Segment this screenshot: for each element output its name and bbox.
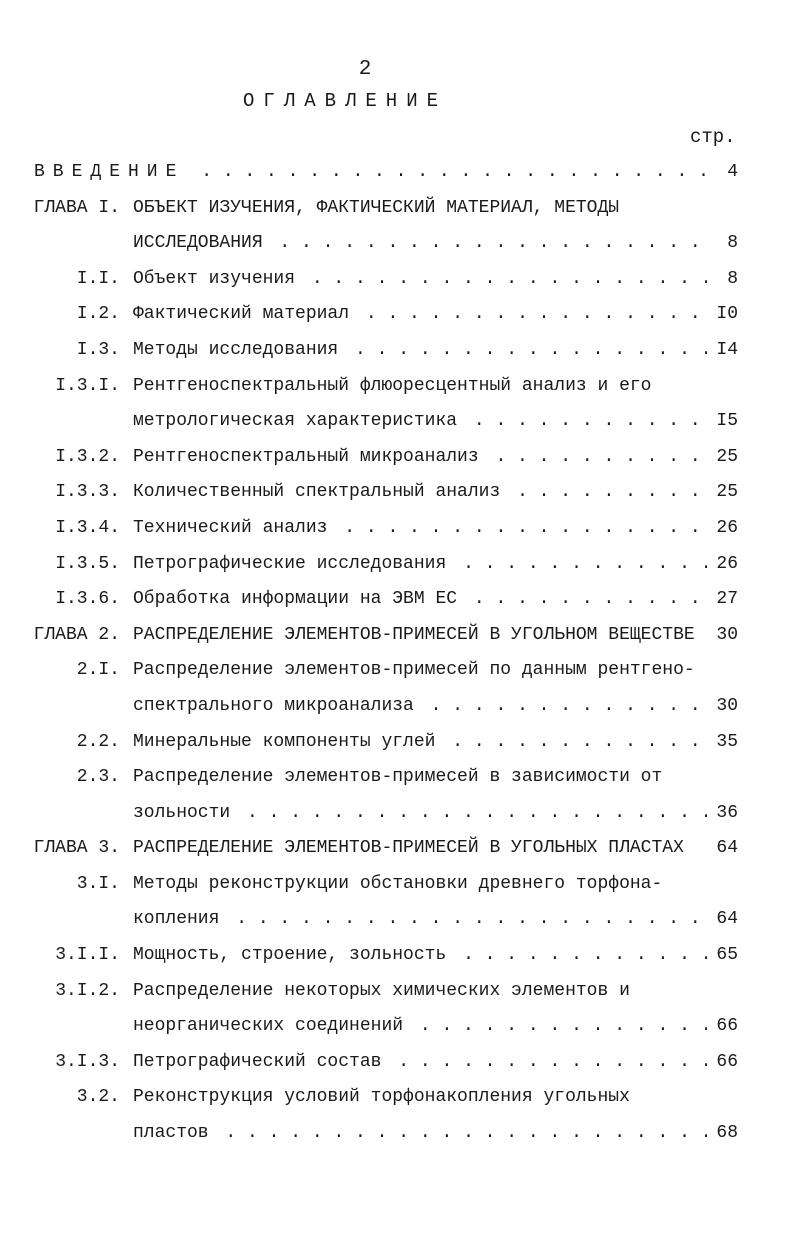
toc-entry-number: 2.3.: [76, 767, 120, 788]
toc-entry-1-3-1-cont: [0, 404, 798, 440]
toc-entry-page: 66: [716, 1016, 738, 1037]
toc-entry-title: Фактический материал: [133, 304, 355, 324]
toc-entry-number: 3.I.3.: [55, 1051, 120, 1072]
toc-entry-page: 8: [727, 233, 738, 254]
toc-entry-number: 3.I.2.: [55, 980, 120, 1001]
toc-entry-title: Распределение элементов-примесей по данным рентгено-: [133, 660, 701, 680]
toc-entry-title-cont: неорганических соединений: [133, 1016, 409, 1036]
toc-entry-3-1-1: [0, 938, 798, 974]
toc-entry-2-1-cont: [0, 689, 798, 725]
toc-entry-title: Реконструкция условий торфонакопления угольных: [133, 1087, 636, 1107]
toc-entry-number: I.3.6.: [55, 589, 120, 610]
toc-entry-number: 3.2.: [76, 1087, 120, 1108]
toc-entry-1-3-3: [0, 475, 798, 511]
toc-entry-number: I.I.: [76, 268, 120, 289]
toc-entry-3-1-cont: [0, 902, 798, 938]
toc-entry-page: 4: [727, 162, 738, 182]
toc-entry-2-3: [0, 760, 798, 796]
toc-entry-title: Рентгеноспектральный микроанализ: [133, 447, 485, 467]
toc-entry-number: ГЛАВА 3.: [33, 838, 120, 859]
toc-entry-page: 68: [716, 1123, 738, 1144]
toc-entry-number: I.3.I.: [55, 375, 120, 396]
toc-entry-page: I0: [716, 304, 738, 325]
toc-entry-title: Петрографический состав: [133, 1052, 387, 1072]
toc-entry-number: I.3.3.: [55, 482, 120, 503]
toc-entry-title-cont: зольности: [133, 803, 236, 823]
toc-entry-chapter-1: [0, 191, 798, 227]
toc-entry-page: 64: [716, 909, 738, 930]
toc-entry-page: 36: [716, 802, 738, 823]
toc-entry-title: Мощность, строение, зольность: [133, 945, 452, 965]
toc-entry-1-3-5: [0, 547, 798, 583]
toc-entry-page: 26: [716, 517, 738, 538]
toc-entry-title: Количественный спектральный анализ: [133, 482, 506, 502]
toc-entry-title: РАСПРЕДЕЛЕНИЕ ЭЛЕМЕНТОВ-ПРИМЕСЕЙ В УГОЛЬНЫХ ПЛАСТАХ: [133, 838, 690, 858]
toc-entry-page: 30: [716, 624, 738, 645]
toc-entry-page: 30: [716, 695, 738, 716]
toc-entry-3-1-2: [0, 974, 798, 1010]
toc-entry-1-1: [0, 262, 798, 298]
toc-entry-page: 35: [716, 731, 738, 752]
page-title: ОГЛАВЛЕНИЕ: [242, 90, 448, 112]
table-of-contents: [0, 155, 798, 1152]
toc-entry-1-3-1: [0, 369, 798, 405]
toc-entry-2-2: [0, 725, 798, 761]
toc-entry-number: I.3.4.: [55, 517, 120, 538]
toc-entry-number: ГЛАВА I.: [33, 197, 120, 218]
toc-entry-page: 25: [716, 446, 738, 467]
toc-entry-number: 3.I.I.: [55, 945, 120, 966]
toc-entry-page: I4: [716, 339, 738, 360]
toc-entry-1-3-2: [0, 440, 798, 476]
toc-entry-title: ВВЕДЕНИЕ: [34, 162, 190, 182]
toc-entry-title-cont: ИССЛЕДОВАНИЯ: [133, 233, 269, 253]
toc-entry-title: ОБЪЕКТ ИЗУЧЕНИЯ, ФАКТИЧЕСКИЙ МАТЕРИАЛ, МЕТОДЫ: [133, 198, 625, 218]
toc-entry-number: I.3.: [76, 339, 120, 360]
toc-entry-page: I5: [716, 411, 738, 432]
toc-entry-1-3: [0, 333, 798, 369]
toc-entry-title-cont: спектрального микроанализа: [133, 696, 420, 716]
toc-entry-number: I.3.2.: [55, 446, 120, 467]
toc-entry-chapter-1-cont: [0, 226, 798, 262]
toc-entry-title: РАСПРЕДЕЛЕНИЕ ЭЛЕМЕНТОВ-ПРИМЕСЕЙ В УГОЛЬНОМ ВЕЩЕСТВЕ: [133, 625, 701, 645]
toc-entry-page: 26: [716, 553, 738, 574]
toc-entry-title: Рентгеноспектральный флюоресцентный анализ и его: [133, 376, 657, 396]
toc-entry-1-3-6: [0, 582, 798, 618]
toc-entry-title: Распределение элементов-примесей в зависимости от: [133, 767, 668, 787]
toc-entry-2-3-cont: [0, 796, 798, 832]
toc-entry-page: 25: [716, 482, 738, 503]
page-number: 2: [358, 58, 372, 81]
toc-entry-page: 66: [716, 1051, 738, 1072]
toc-entry-number: I.3.5.: [55, 553, 120, 574]
toc-entry-title: Методы реконструкции обстановки древнего торфона-: [133, 874, 668, 894]
toc-entry-number: I.2.: [76, 304, 120, 325]
toc-entry-number: ГЛАВА 2.: [33, 624, 120, 645]
toc-entry-introduction: [0, 155, 798, 191]
toc-entry-page: 27: [716, 589, 738, 610]
toc-entry-title-cont: копления: [133, 909, 225, 929]
toc-entry-title: Технический анализ: [133, 518, 333, 538]
toc-entry-3-2: [0, 1080, 798, 1116]
toc-entry-3-1: [0, 867, 798, 903]
toc-entry-title: Методы исследования: [133, 340, 344, 360]
toc-entry-page: 65: [716, 945, 738, 966]
toc-entry-title-cont: метрологическая характеристика: [133, 411, 463, 431]
toc-entry-2-1: [0, 653, 798, 689]
toc-entry-title: Минеральные компоненты углей: [133, 732, 441, 752]
toc-entry-page: 64: [716, 838, 738, 859]
toc-entry-3-1-3: [0, 1045, 798, 1081]
toc-entry-1-3-4: [0, 511, 798, 547]
page-column-header: стр.: [690, 126, 736, 148]
toc-entry-chapter-2: [0, 618, 798, 654]
toc-entry-3-1-2-cont: [0, 1009, 798, 1045]
toc-entry-title: Обработка информации на ЭВМ ЕС: [133, 589, 463, 609]
toc-entry-3-2-cont: [0, 1116, 798, 1152]
toc-entry-number: 3.I.: [76, 873, 120, 894]
toc-entry-title: Петрографические исследования: [133, 554, 452, 574]
toc-entry-chapter-3: [0, 831, 798, 867]
toc-entry-number: 2.2.: [76, 731, 120, 752]
toc-entry-page: 8: [727, 268, 738, 289]
toc-entry-title-cont: пластов: [133, 1123, 215, 1143]
toc-entry-number: 2.I.: [76, 660, 120, 681]
toc-entry-title: Объект изучения: [133, 269, 301, 289]
toc-entry-title: Распределение некоторых химических элементов и: [133, 981, 636, 1001]
toc-entry-1-2: [0, 297, 798, 333]
